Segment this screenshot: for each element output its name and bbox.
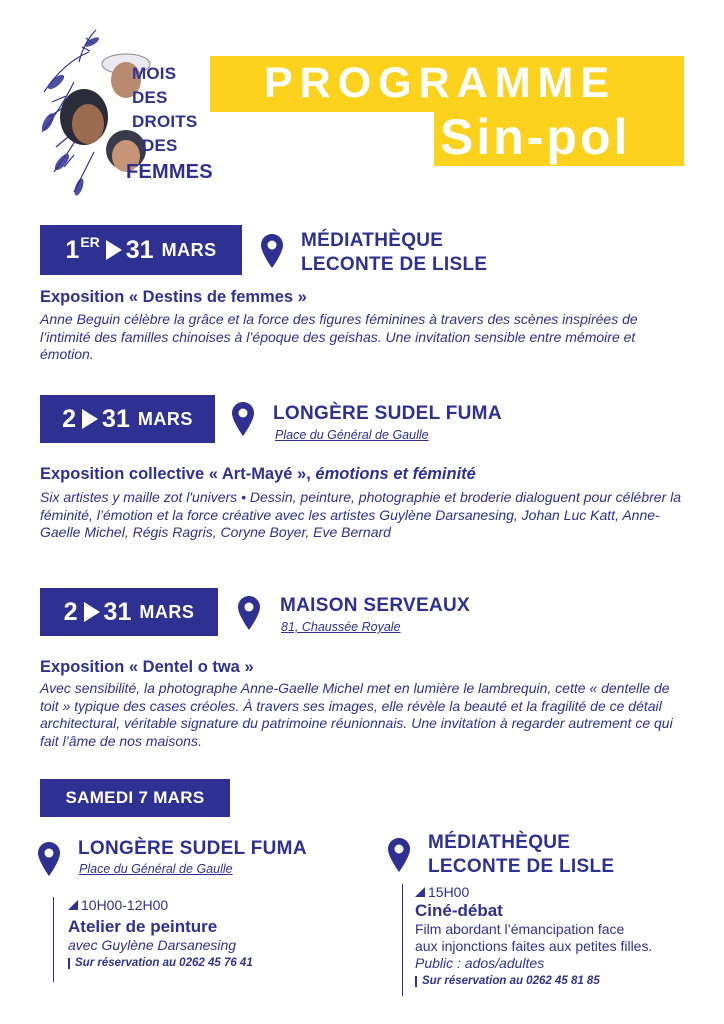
venue-name <box>428 831 614 879</box>
event-time <box>68 897 253 913</box>
reservation-text: Sur réservation au 0262 45 81 85 <box>422 975 600 987</box>
location-pin-icon <box>388 838 410 872</box>
logo-line: FEMMES <box>126 161 213 183</box>
screening-text: aux injonctions faites aux petites filles. <box>415 938 653 954</box>
programme-title: PROGRAMME <box>264 59 617 107</box>
event-description: Anne Beguin célèbre la grâce et la force des figures féminines à travers des scènes inspirées de l’intimité des familles chinoises à l’époque des geishas. Une invitation sensible entre mémoire et émotion. <box>40 311 638 362</box>
workshop-title: Atelier de peinture <box>68 917 218 936</box>
event-title: Exposition « Destins de femmes » <box>40 288 307 306</box>
screening-block <box>402 884 652 996</box>
date-month: MARS <box>137 408 193 429</box>
city-title: Sin-pol <box>440 109 631 165</box>
screening-text: Film abordant l’émancipation face <box>415 921 625 937</box>
location-pin-icon <box>261 234 283 268</box>
event-title: Exposition « Dentel o twa » <box>40 658 254 676</box>
venue-name: LONGÈRE SUDEL FUMA <box>78 838 307 859</box>
date-end: 31 <box>125 235 154 264</box>
event-logo <box>34 22 213 200</box>
venue-address: 81, Chaussée Royale <box>281 620 401 634</box>
location-pin-icon <box>232 402 254 436</box>
date-badge <box>40 395 215 443</box>
event-title-main: Exposition collective « Art-Mayé », <box>40 465 311 483</box>
corner-icon <box>415 887 425 897</box>
date-start: 2 <box>63 597 78 626</box>
logo-line: DROITS <box>132 112 198 131</box>
date-month: MARS <box>161 239 217 260</box>
date-badge <box>40 588 218 636</box>
arrow-icon <box>106 240 122 260</box>
logo-text <box>126 62 213 184</box>
event-time-text: 10H00-12H00 <box>81 897 169 913</box>
venue-name: MAISON SERVEAUX <box>280 595 470 616</box>
saturday-badge: SAMEDI 7 MARS <box>40 779 230 817</box>
reservation-info <box>415 975 652 987</box>
screening-public: Public : ados/adultes <box>415 955 545 971</box>
logo-line: DES <box>132 88 168 107</box>
bar-icon <box>415 976 417 987</box>
venue-line: MÉDIATHÈQUE <box>301 230 444 251</box>
venue-line: MÉDIATHÈQUE <box>428 832 571 853</box>
venue-line: LECONTE DE LISLE <box>301 254 488 275</box>
event-time <box>415 884 652 900</box>
venue-name: LONGÈRE SUDEL FUMA <box>273 403 502 424</box>
event-description: Avec sensibilité, la photographe Anne-Gaelle Michel met en lumière le lambrequin, cette « dentelle de toit » typique des cases créoles. À travers ses images, elle révèle la beauté et la fragilité de ce détail architectural, véritable signature du patrimoine réunionnais. Une invitation à regarder autrement ce qui fait l’âme de nos maisons. <box>40 680 673 749</box>
logo-line: MOIS <box>132 64 177 83</box>
date-start: 2 <box>62 404 77 433</box>
date-superscript: ER <box>80 234 100 250</box>
date-month: MARS <box>139 601 195 622</box>
event-title <box>40 465 476 484</box>
event-time-text: 15H00 <box>428 884 470 900</box>
venue-name <box>301 229 487 277</box>
screening-title: Ciné-débat <box>415 901 503 920</box>
date-end: 31 <box>102 404 130 433</box>
event-description: Six artistes y maille zot l'univers • Dessin, peinture, photographie et broderie dialoguent pour célébrer la féminité, l’émotion et la force créative avec les artistes Guylène Darsanesing, Johan Luc Katt, Anne-Gaelle Michel, Régis Ragris, Coryne Boyer, Eve Bernard <box>40 489 682 540</box>
date-end: 31 <box>103 597 132 626</box>
arrow-icon <box>84 602 100 622</box>
location-pin-icon <box>38 842 60 876</box>
event-title-italic: émotions et féminité <box>310 465 476 483</box>
reservation-text: Sur réservation au 0262 45 76 41 <box>75 957 253 969</box>
corner-icon <box>68 900 78 910</box>
venue-line: LECONTE DE LISLE <box>428 856 615 877</box>
venue-address: Place du Général de Gaulle <box>79 862 233 876</box>
venue-address: Place du Général de Gaulle <box>275 428 429 442</box>
location-pin-icon <box>238 596 260 630</box>
date-badge <box>40 225 242 275</box>
bar-icon <box>68 958 70 969</box>
reservation-info <box>68 957 253 969</box>
workshop-subtitle: avec Guylène Darsanesing <box>68 937 237 953</box>
workshop-block <box>53 897 253 982</box>
logo-line: DES <box>142 136 178 155</box>
date-start: 1 <box>65 235 80 264</box>
arrow-icon <box>82 409 98 429</box>
